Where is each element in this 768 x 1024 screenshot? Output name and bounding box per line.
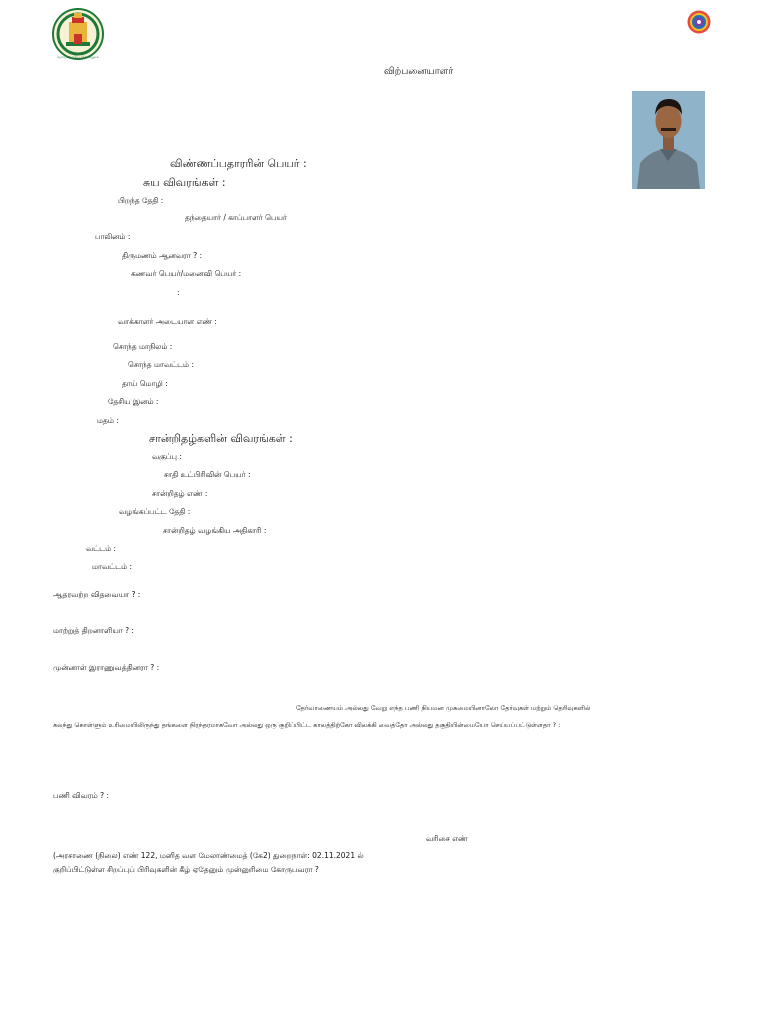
issuing-authority-label: சான்றிதழ் வழங்கிய அதிகாரி : [163,526,267,535]
serial-no-label: வரிசை எண் [426,834,468,843]
differently-abled-label: மாற்றுத் திறனாளியா ? : [53,626,134,635]
home-state-label: சொந்த மாநிலம் : [113,342,173,351]
home-district-label: சொந்த மாவட்டம் : [128,360,195,369]
svg-text:வாய்மையே வெல்லும்: வாய்மையே வெல்லும் [57,54,99,59]
go-reference-line2: குறிப்பிட்டுள்ள சிறப்புப் பிரிவுகளின் கீழ் ஏதேனும் முன்னுரிமை கோருபவரா ? [53,865,319,874]
debarred-question-line1: தேர்வாணையம் அல்லது வேறு எந்த பணி நியமன முகமையினாலோ தேர்வுகள் மற்றும் தெரிவுகளில் [296,704,591,712]
taluk-label: வட்டம் : [86,544,117,553]
personal-details-heading: சுய விவரங்கள் : [143,176,226,189]
page-title: விற்பனையாளர் [384,66,454,77]
ex-serviceman-label: முன்னாள் இராணுவத்தினரா ? : [53,663,160,672]
colon-label: : [177,288,180,297]
voter-id-label: வாக்காளர் அடையாள எண் : [118,317,217,326]
father-guardian-label: தந்தையார் / காப்பாளர் பெயர் [185,213,287,222]
caste-subsect-label: சாதி உட்பிரிவின் பெயர் : [164,470,251,479]
category-label: வகுப்பு : [152,452,182,461]
spouse-label: கணவர் பெயர்/மனைவி பெயர் : [131,269,242,278]
tamil-nadu-emblem-icon [52,8,104,62]
debarred-question-line2: கலந்து கொள்ளும் உரிமையிலிருந்து தங்களை நிரந்தரமாகவோ அல்லது ஒரு குறிப்பிட்ட காலத்திற்கோ விலக்கி வைத்தோ அல்லது தகுதியின்மையோ செய்யப்பட்டுள்ளதா ? : [53,721,561,729]
certificate-details-heading: சான்றிதழ்களின் விவரங்கள் : [149,432,293,445]
go-reference-line1: (அரசாணை (நிலை) எண் 122, மனித வள மேலாண்மைத் (கே2) துறைநாள்: 02.11.2021 ல் [53,851,364,860]
destitute-widow-label: ஆதரவற்ற விதவையா ? : [53,590,141,599]
concentric-circle-logo-icon [687,10,711,34]
certificate-no-label: சான்றிதழ் எண் : [152,489,208,498]
married-label: திருமணம் ஆனவரா ? : [122,251,203,260]
district-label: மாவட்டம் : [92,562,133,571]
applicant-name-label: விண்ணப்பதாரரின் பெயர் : [170,157,307,170]
applicant-photo [632,91,705,189]
gender-label: பாலினம் : [95,232,131,241]
issued-date-label: வழங்கப்பட்ட தேதி : [119,507,191,516]
dob-label: பிறந்த தேதி : [118,196,164,205]
religion-label: மதம் : [97,416,119,425]
mother-tongue-label: தாய் மொழி : [122,379,168,388]
employment-label: பணி விவரம் ? : [53,791,110,800]
nationality-label: தேசிய இனம் : [108,397,159,406]
